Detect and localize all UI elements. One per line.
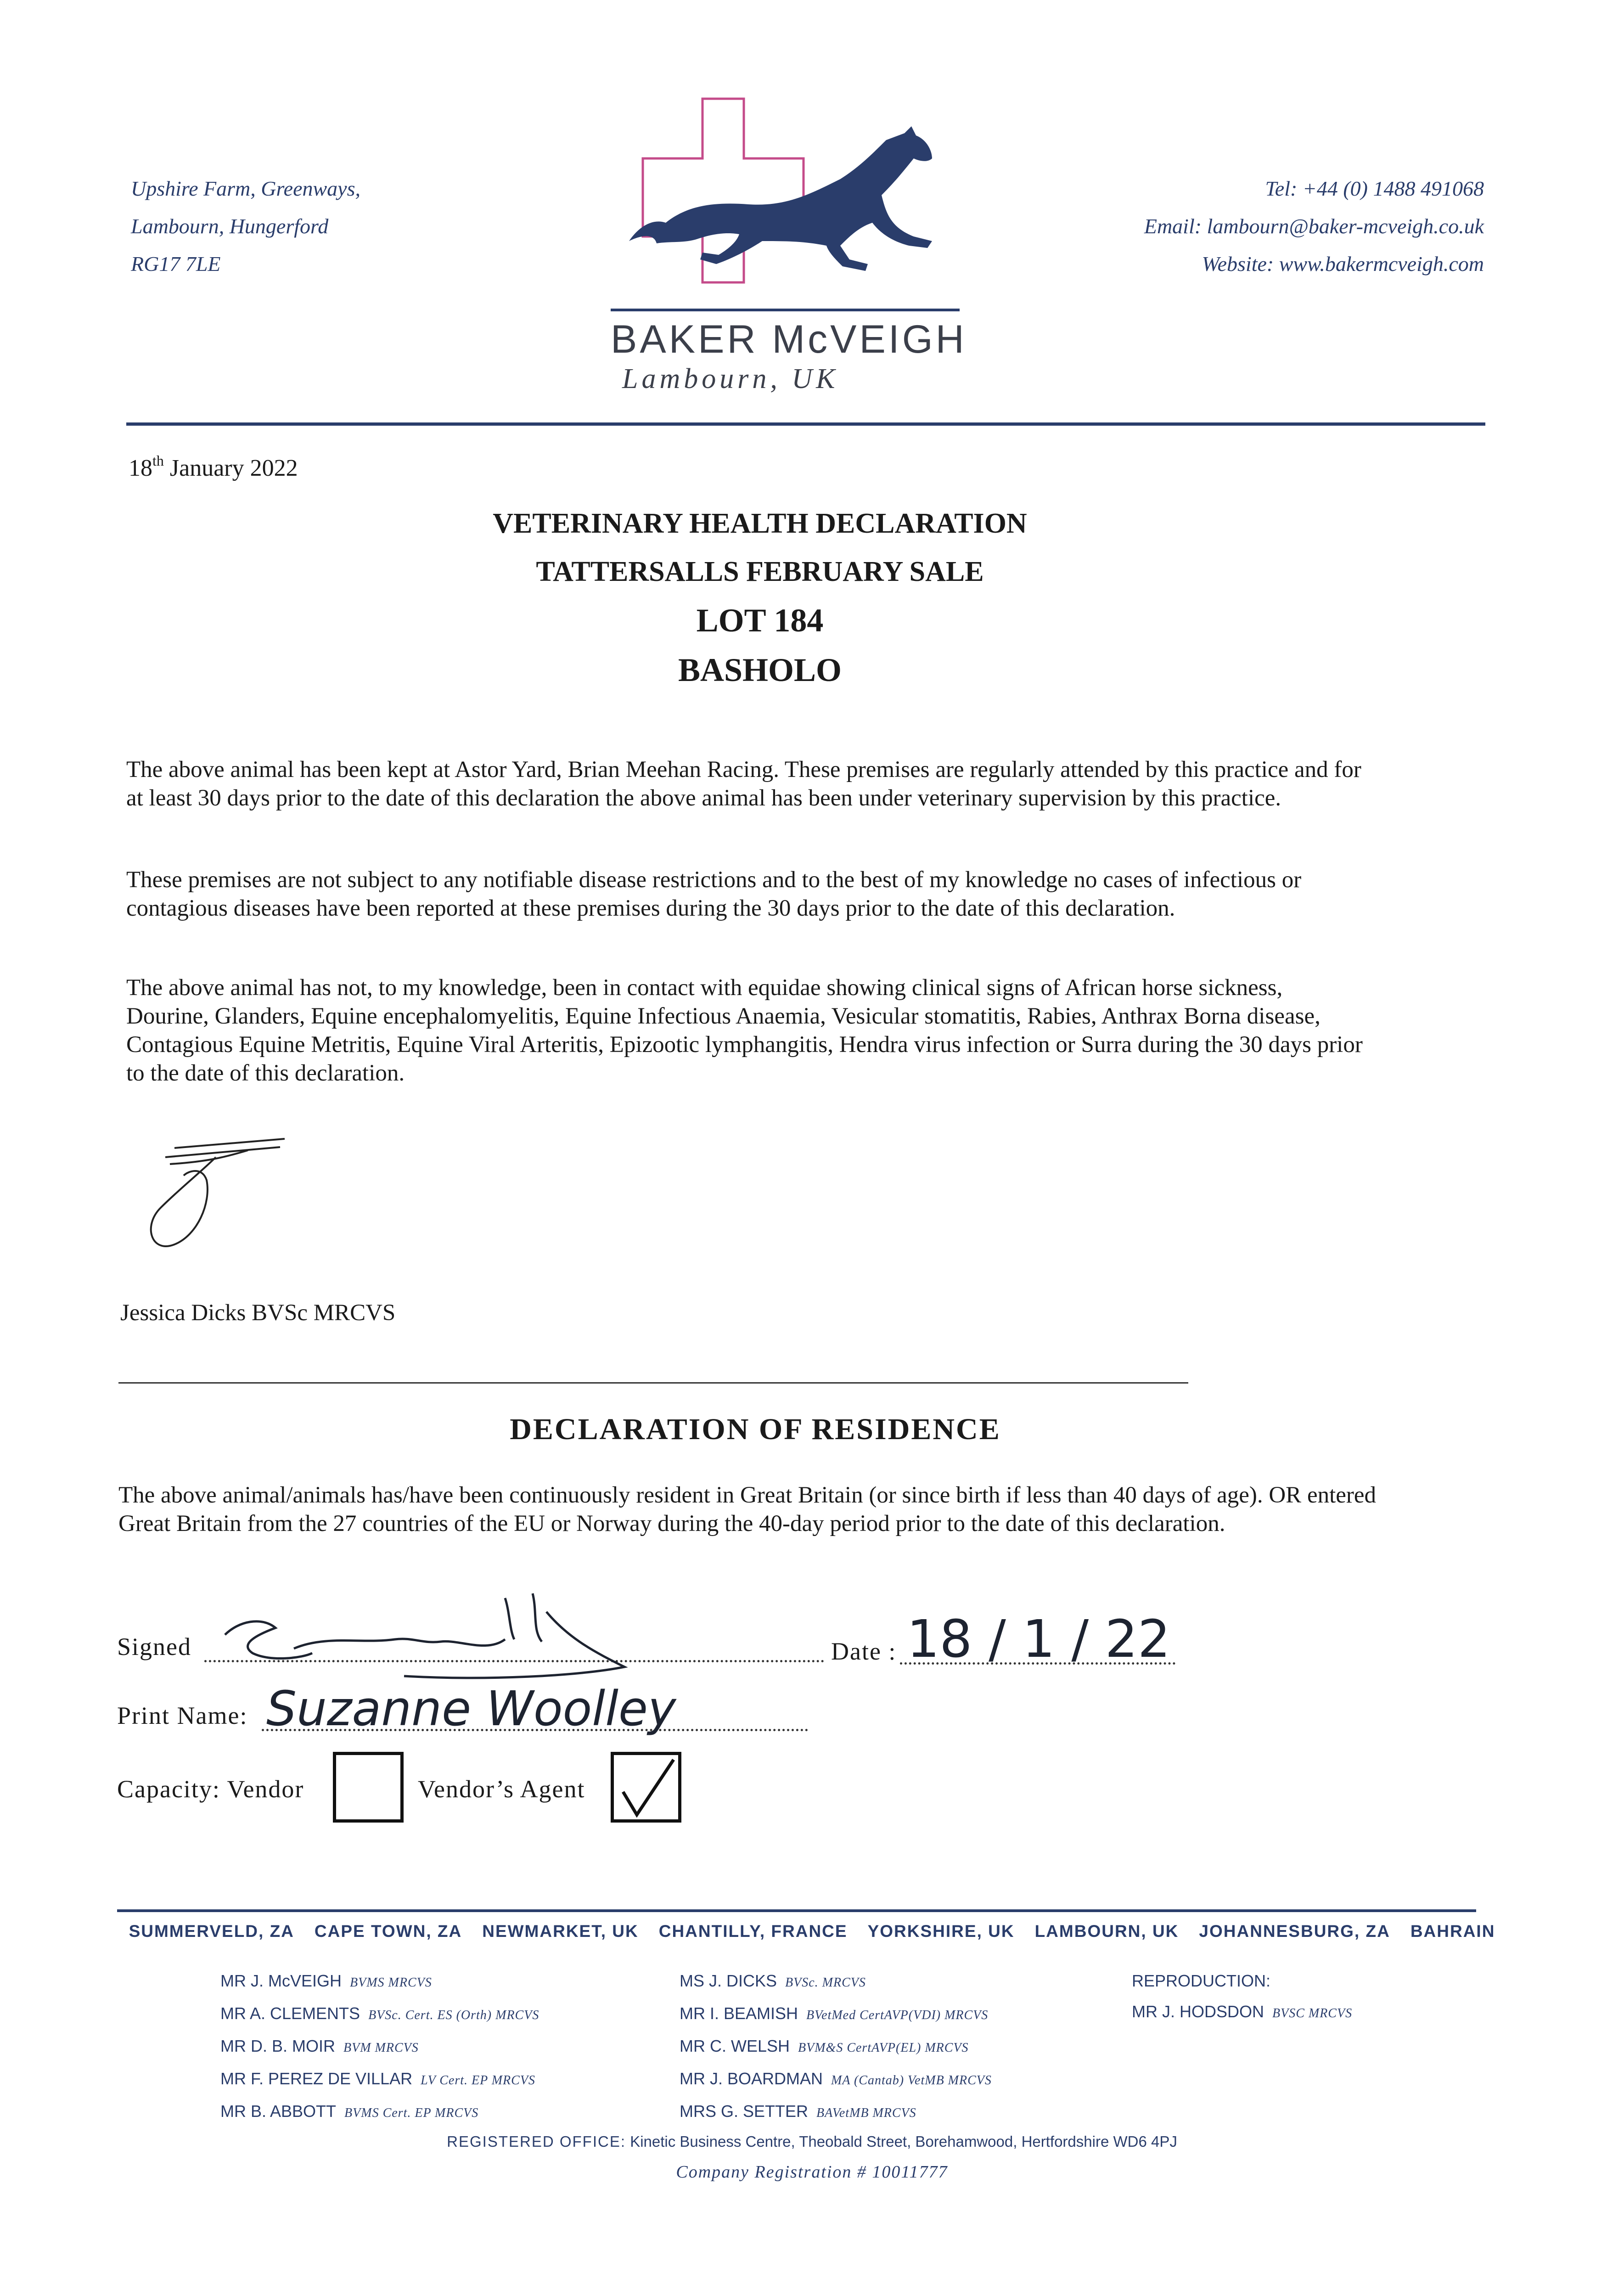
staff-member: MR A. CLEMENTS BVSc. Cert. ES (Orth) MRCVS <box>220 2004 539 2023</box>
location: JOHANNESBURG, ZA <box>1199 1922 1390 1941</box>
location: CHANTILLY, FRANCE <box>658 1922 848 1941</box>
sale-title: TATTERSALLS FEBRUARY SALE <box>536 556 984 587</box>
contact-phone: Tel: +44 (0) 1488 491068 <box>1265 177 1484 200</box>
staff-member: MR J. HODSDON BVSC MRCVS <box>1132 2002 1353 2021</box>
staff-member: MRS G. SETTER BAVetMB MRCVS <box>680 2102 916 2121</box>
address-line: Lambourn, Hungerford <box>131 214 329 238</box>
section-divider <box>118 1382 1188 1384</box>
date-day: 18 <box>129 455 152 481</box>
contact-website: Website: www.bakermcveigh.com <box>1202 252 1484 276</box>
staff-column-1 <box>220 1965 539 2128</box>
footer-divider <box>117 1909 1476 1912</box>
signed-label: Signed <box>117 1633 192 1660</box>
cross-and-galloping-horse-logo <box>611 90 983 328</box>
print-name-label: Print Name: <box>117 1702 248 1729</box>
residence-title: DECLARATION OF RESIDENCE <box>510 1412 1001 1446</box>
vet-name: Jessica Dicks BVSc MRCVS <box>120 1300 396 1326</box>
staff-member: MR J. McVEIGH BVMS MRCVS <box>220 1971 432 1990</box>
declaration-title: VETERINARY HEALTH DECLARATION <box>493 508 1027 539</box>
brand-location: Lambourn, UK <box>622 363 839 394</box>
staff-member: MR D. B. MOIR BVM MRCVS <box>220 2037 419 2055</box>
date-suffix: th <box>152 452 164 469</box>
residence-text: The above animal/animals has/have been continuously resident in Great Britain (or since birth if less than 40 days of age). OR entered Great Britain from the 27 countries of the EU or Norway during the 40-day period prior to the date of this declaration. <box>118 1482 1377 1536</box>
vendor-checkbox[interactable] <box>333 1752 404 1823</box>
date-rest: January 2022 <box>163 455 298 481</box>
practice-contact <box>1144 170 1484 283</box>
staff-member: MS J. DICKS BVSc. MRCVS <box>680 1971 866 1990</box>
staff-member: MR J. BOARDMAN MA (Cantab) VetMB MRCVS <box>680 2069 992 2088</box>
body-paragraph: These premises are not subject to any notifiable disease restrictions and to the best of my knowledge no cases of infectious or contagious diseases have been reported at these premises during the 30 days prior to the date of this declaration. <box>126 867 1302 921</box>
capacity-label: Capacity: Vendor <box>117 1775 304 1803</box>
company-registration: Company Registration # 10011777 <box>676 2162 948 2182</box>
header-divider <box>126 422 1485 426</box>
practice-address <box>131 170 360 283</box>
location: LAMBOURN, UK <box>1034 1922 1179 1941</box>
staff-heading: REPRODUCTION: <box>1132 1971 1271 1990</box>
date-value[interactable]: 18 / 1 / 22 <box>907 1609 1171 1669</box>
vendor-agent-label: Vendor’s Agent <box>418 1775 585 1803</box>
location: CAPE TOWN, ZA <box>314 1922 462 1941</box>
location: BAHRAIN <box>1410 1922 1495 1941</box>
vendor-agent-checkbox[interactable] <box>611 1752 681 1823</box>
address-line: Upshire Farm, Greenways, <box>131 177 360 200</box>
checkmark-icon <box>614 1755 678 1819</box>
location: YORKSHIRE, UK <box>867 1922 1015 1941</box>
address-line: RG17 7LE <box>131 252 221 276</box>
brand-name: BAKER McVEIGH <box>611 317 967 361</box>
body-paragraph: The above animal has been kept at Astor Yard, Brian Meehan Racing. These premises are regularly attended by this practice and for at least 30 days prior to the date of this declaration the above animal has been under veterinary supervision by this practice. <box>126 757 1361 811</box>
document-date <box>129 452 298 482</box>
staff-member: MR C. WELSH BVM&S CertAVP(EL) MRCVS <box>680 2037 969 2055</box>
registered-office-label: REGISTERED OFFICE: <box>447 2133 626 2150</box>
body-paragraph: The above animal has not, to my knowledge, been in contact with equidae showing clinical signs of African horse sickness, Dourine, Glanders, Equine encephalomyelitis, Equine Infectious Anaemia, Vesicular stomatitis, Rabies, Anthrax Borna disease, Contagious Equine Metritis, Equine Viral Arteritis, Epizootic lymphangitis, Hendra virus infection or Surra during the 30 days prior to the date of this declaration. <box>126 975 1363 1086</box>
date-label: Date : <box>831 1638 897 1665</box>
staff-column-2 <box>680 1965 992 2128</box>
location: SUMMERVELD, ZA <box>129 1922 294 1941</box>
vet-signature <box>133 1130 298 1258</box>
office-locations <box>0 1922 1624 1941</box>
staff-member: MR I. BEAMISH BVetMed CertAVP(VDI) MRCVS <box>680 2004 989 2023</box>
registered-office <box>0 2133 1624 2150</box>
horse-name: BASHOLO <box>678 652 842 688</box>
staff-member: MR B. ABBOTT BVMS Cert. EP MRCVS <box>220 2102 479 2121</box>
registered-office-address: Kinetic Business Centre, Theobald Street, Borehamwood, Hertfordshire WD6 4PJ <box>630 2133 1177 2150</box>
staff-column-3 <box>1132 1965 1352 2029</box>
staff-member: MR F. PEREZ DE VILLAR LV Cert. EP MRCVS <box>220 2069 535 2088</box>
contact-email: Email: lambourn@baker-mcveigh.co.uk <box>1144 214 1484 238</box>
lot-number: LOT 184 <box>696 602 824 639</box>
vendor-signature[interactable] <box>211 1584 652 1690</box>
location: NEWMARKET, UK <box>482 1922 639 1941</box>
print-name-value[interactable]: Suzanne Woolley <box>266 1681 676 1737</box>
